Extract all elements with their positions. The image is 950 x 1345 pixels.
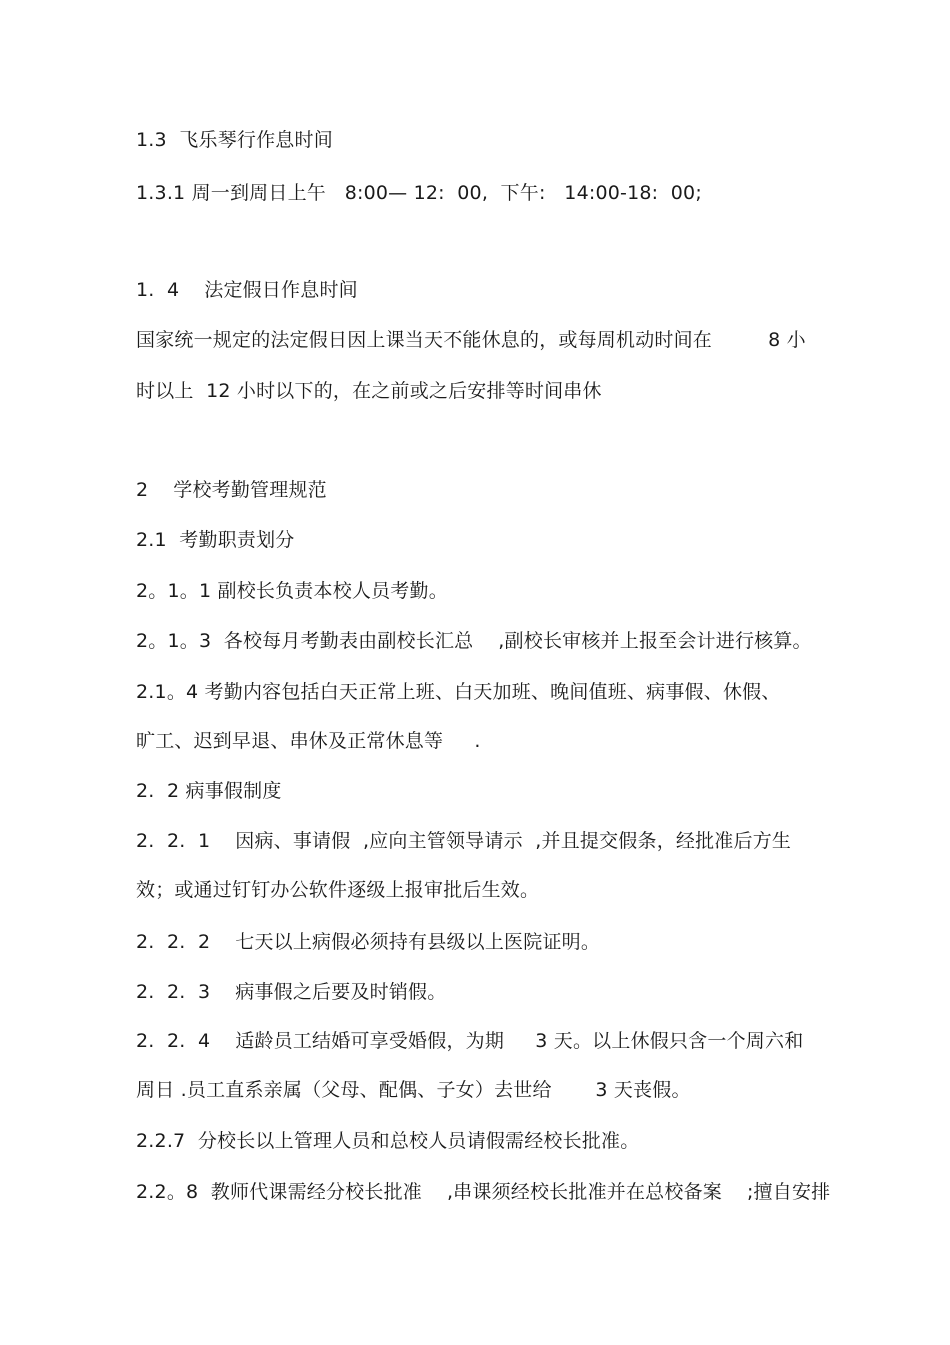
paragraph-2-2-4-line1: 2. 2. 4 适龄员工结婚可享受婚假，为期 3 天。以上休假只含一个周六和 (136, 1030, 804, 1052)
paragraph-2-2-3: 2. 2. 3 病事假之后要及时销假。 (136, 981, 447, 1003)
heading-2-1: 2.1 考勤职责划分 (136, 529, 295, 551)
heading-1-4: 1. 4 法定假日作息时间 (136, 279, 358, 301)
paragraph-2-1-3: 2。1。3 各校每月考勤表由副校长汇总 ,副校长审核并上报至会计进行核算。 (136, 630, 812, 652)
paragraph-2-1-4-line1: 2.1。4 考勤内容包括白天正常上班、白天加班、晚间值班、病事假、休假、 (136, 681, 781, 703)
paragraph-2-1-1: 2。1。1 副校长负责本校人员考勤。 (136, 580, 448, 602)
heading-2-2: 2. 2 病事假制度 (136, 780, 282, 802)
paragraph-2-2-4-line2: 周日 .员工直系亲属（父母、配偶、子女）去世给 3 天丧假。 (136, 1079, 691, 1101)
paragraph-holiday-line1: 国家统一规定的法定假日因上课当天不能休息的，或每周机动时间在 8 小 (136, 329, 806, 351)
paragraph-2-2-1-line2: 效；或通过钉钉办公软件逐级上报审批后生效。 (136, 879, 540, 901)
heading-1-3: 1.3 飞乐琴行作息时间 (136, 129, 333, 151)
paragraph-2-1-4-line2: 旷工、迟到早退、串休及正常休息等 . (136, 730, 481, 752)
paragraph-2-2-2: 2. 2. 2 七天以上病假必须持有县级以上医院证明。 (136, 931, 601, 953)
paragraph-1-3-1: 1.3.1 周一到周日上午 8:00— 12: 00, 下午: 14:00-18: 00; (136, 182, 702, 204)
paragraph-2-2-8: 2.2。8 教师代课需经分校长批准 ,串课须经校长批准并在总校备案 ;擅自安排 (136, 1181, 831, 1203)
paragraph-holiday-line2: 时以上 12 小时以下的，在之前或之后安排等时间串休 (136, 380, 602, 402)
paragraph-2-2-1-line1: 2. 2. 1 因病、事请假 ,应向主管领导请示 ,并且提交假条，经批准后方生 (136, 830, 792, 852)
paragraph-2-2-7: 2.2.7 分校长以上管理人员和总校人员请假需经校长批准。 (136, 1130, 640, 1152)
heading-2: 2 学校考勤管理规范 (136, 479, 327, 501)
